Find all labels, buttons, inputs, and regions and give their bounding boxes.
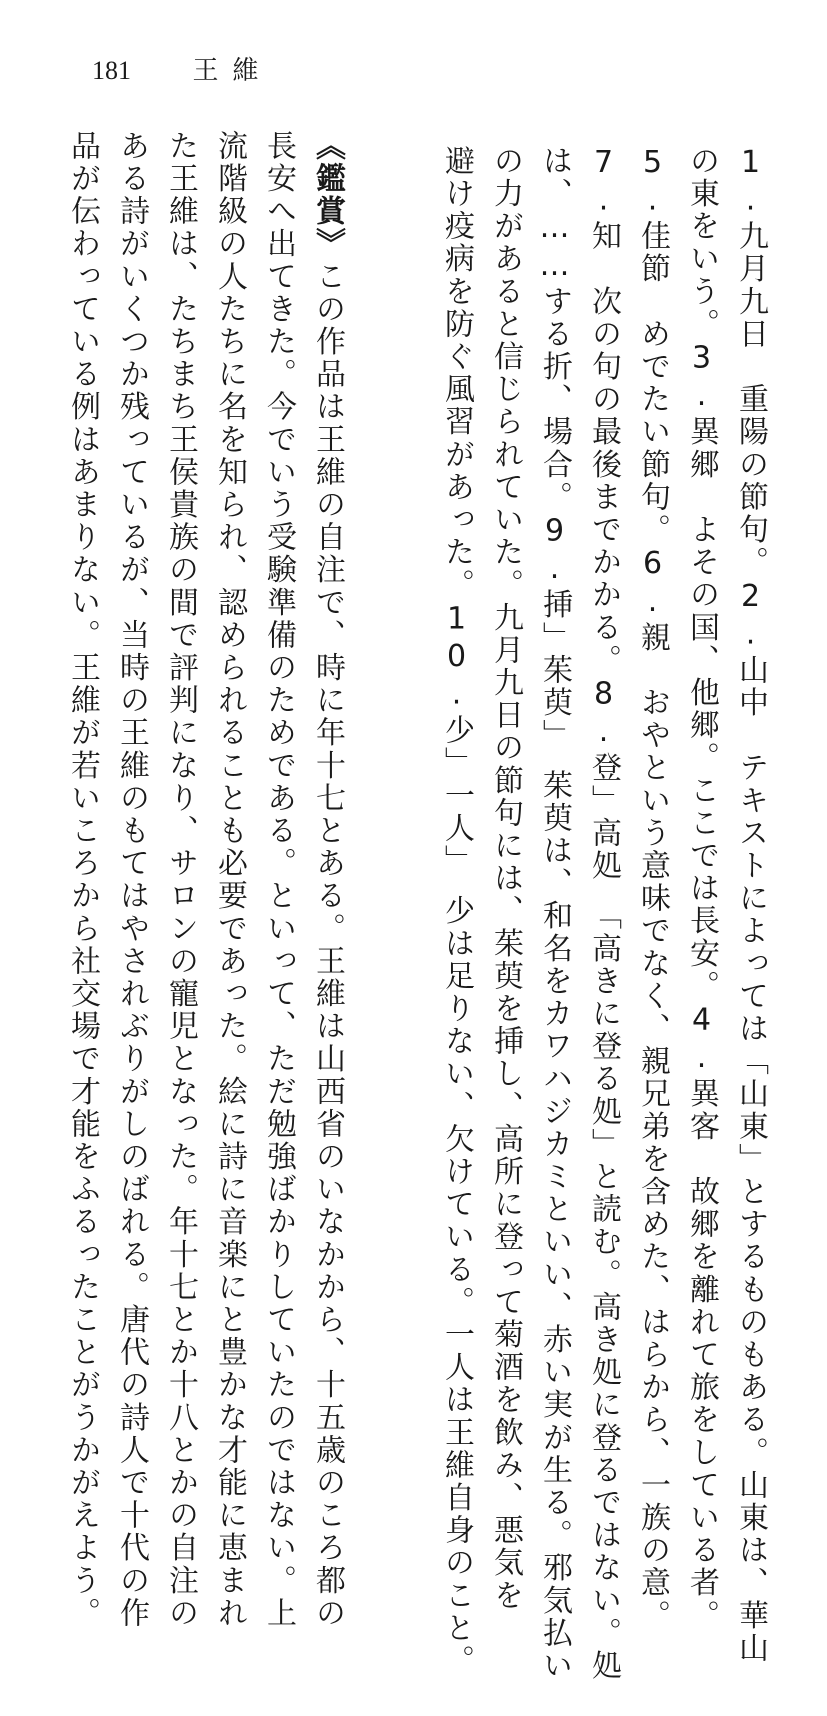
page-title: 王維 (192, 56, 273, 85)
note-line: 1.九月九日 重陽の節句。2.山中 テキストによっては「山東」とするものもある。山東は、華山 (733, 145, 768, 1665)
appreciation-line: 品が伝わっている例はあまりない。王維が若いころから社交場で才能をふるったことがうかがえよう。 (65, 130, 100, 1630)
appreciation-line: 流階級の人たちに名を知られ、認められることも必要であった。絵に詩に音楽にと豊かな才能に恵まれ (212, 130, 247, 1630)
note-line: は、……する折、場合。9.挿」茱萸」 茱萸は、和名をカワハジカミといい、赤い実が生る。邪気払い (537, 145, 572, 1683)
appreciation-line: この作品は王維の自注で、時に年十七とある。王維は山西省のいなかから、十五歳のころ都の (310, 260, 345, 1630)
page-header (92, 50, 273, 87)
appreciation-line: た王維は、たちまち王侯貴族の間で評判になり、サロンの寵児となった。年十七とか十八とかの自注の (163, 130, 198, 1630)
appreciation-line: ある詩がいくつか残っているが、当時の王維のもてはやされぶりがしのばれる。唐代の詩人で十代の作 (114, 130, 149, 1630)
appreciation-section (57, 130, 352, 1670)
note-line: の力があると信じられていた。九月九日の節句には、茱萸を挿し、高所に登って菊酒を飲み、悪気を (488, 145, 523, 1612)
note-line: の東をいう。3.異郷 よその国、他郷。ここでは長安。4.異客 故郷を離れて旅をしている者。 (684, 145, 719, 1632)
note-line: 避け疫病を防ぐ風習があった。10.少」一人」 少は足りない、欠けている。一人は王維自身のこと。 (439, 145, 474, 1678)
note-line: 5.佳節 めでたい節句。6.親 おやという意味でなく、親兄弟を含めた、はらから、一族の意。 (635, 145, 670, 1632)
notes-section (365, 145, 775, 1683)
page-number: 181 (92, 56, 131, 85)
appreciation-heading: 《鑑賞》 (310, 130, 345, 261)
note-line: 7.知 次の句の最後までかかる。8.登」高処 「高きに登る処」と読む。高き処に登るではない。処 (586, 145, 621, 1683)
appreciation-first-line (303, 130, 352, 1670)
appreciation-line: 長安へ出てきた。今でいう受験準備のためである。といって、ただ勉強ばかりしていたのではない。上 (261, 130, 296, 1630)
